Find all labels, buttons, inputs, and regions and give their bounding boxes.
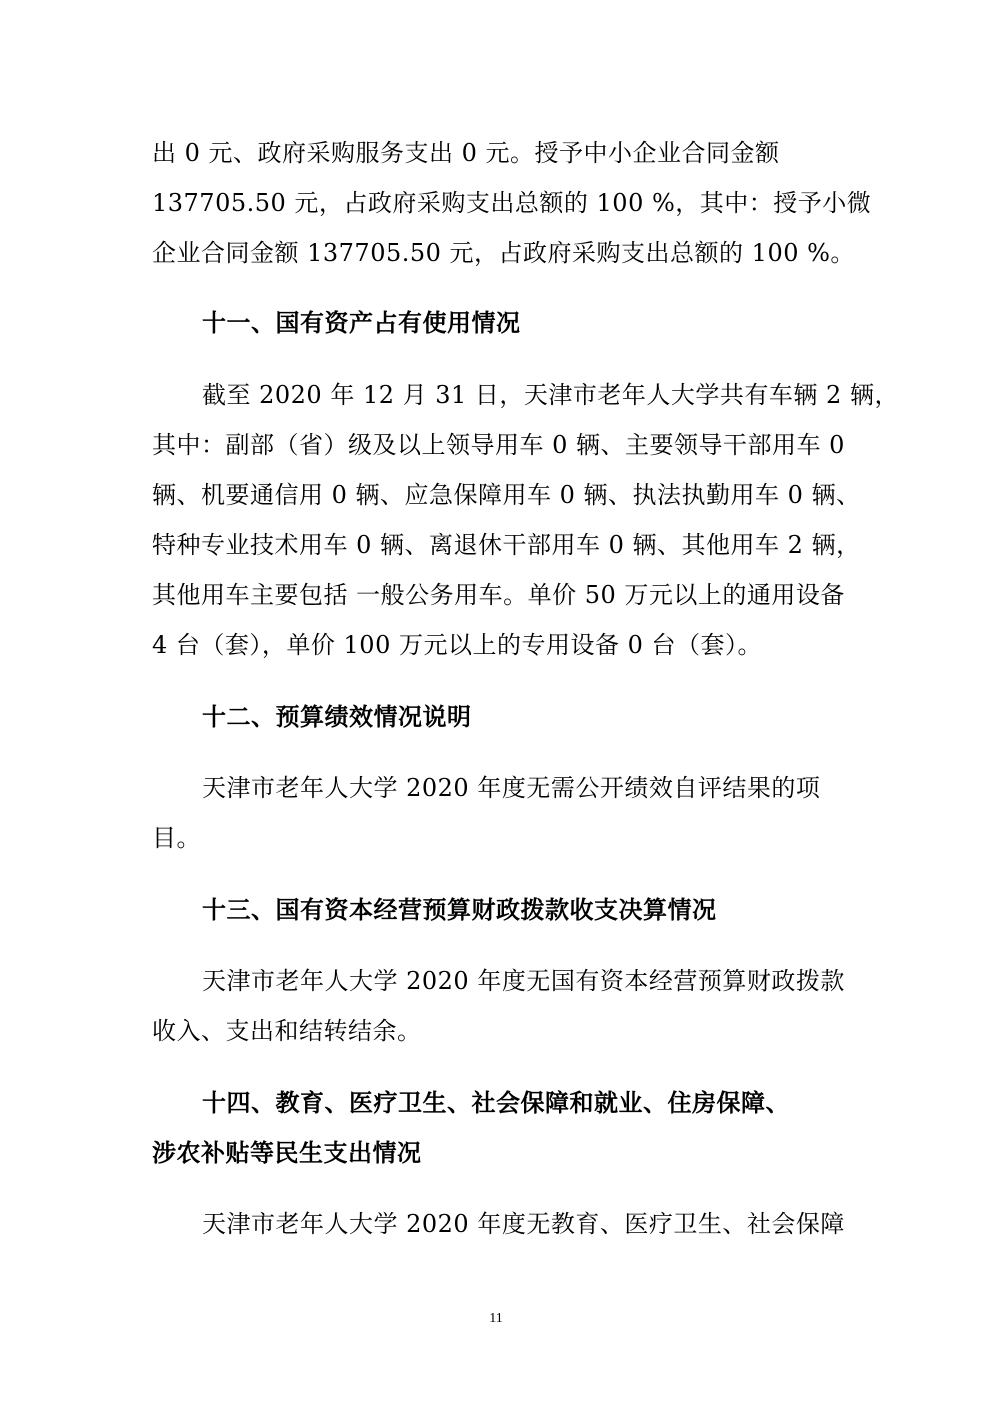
body-line: 天津市老年人大学 2020 年度无需公开绩效自评结果的项 xyxy=(202,774,821,802)
body-line: 4 台（套），单价 100 万元以上的专用设备 0 台（套）。 xyxy=(152,631,762,659)
body-line: 收入、支出和结转结余。 xyxy=(152,1017,422,1045)
page-number: 11 xyxy=(489,1311,503,1326)
body-line: 截至 2020 年 12 月 31 日，天津市老年人大学共有车辆 2 辆， xyxy=(202,381,899,409)
body-line: 辆、机要通信用 0 辆、应急保障用车 0 辆、执法执勤用车 0 辆、 xyxy=(152,481,861,509)
body-line: 其中：副部（省）级及以上领导用车 0 辆、主要领导干部用车 0 xyxy=(152,431,845,459)
body-line: 出 0 元、政府采购服务支出 0 元。授予中小企业合同金额 xyxy=(152,139,780,167)
body-line: 天津市老年人大学 2020 年度无教育、医疗卫生、社会保障 xyxy=(202,1210,845,1238)
body-line: 特种专业技术用车 0 辆、离退休干部用车 0 辆、其他用车 2 辆， xyxy=(152,531,861,559)
section-heading-14-cont: 涉农补贴等民生支出情况 xyxy=(152,1139,422,1167)
body-line: 目。 xyxy=(152,824,201,852)
section-heading-11: 十一、国有资产占有使用情况 xyxy=(202,309,521,337)
section-heading-12: 十二、预算绩效情况说明 xyxy=(202,703,472,731)
body-line: 其他用车主要包括 一般公务用车。单价 50 万元以上的通用设备 xyxy=(152,581,845,609)
section-heading-13: 十三、国有资本经营预算财政拨款收支决算情况 xyxy=(202,896,717,924)
section-heading-14: 十四、教育、医疗卫生、社会保障和就业、住房保障、 xyxy=(202,1089,790,1117)
body-line: 137705.50 元，占政府采购支出总额的 100 %，其中：授予小微 xyxy=(152,189,872,217)
body-line: 天津市老年人大学 2020 年度无国有资本经营预算财政拨款 xyxy=(202,967,845,995)
body-line: 企业合同金额 137705.50 元，占政府采购支出总额的 100 %。 xyxy=(152,239,855,267)
